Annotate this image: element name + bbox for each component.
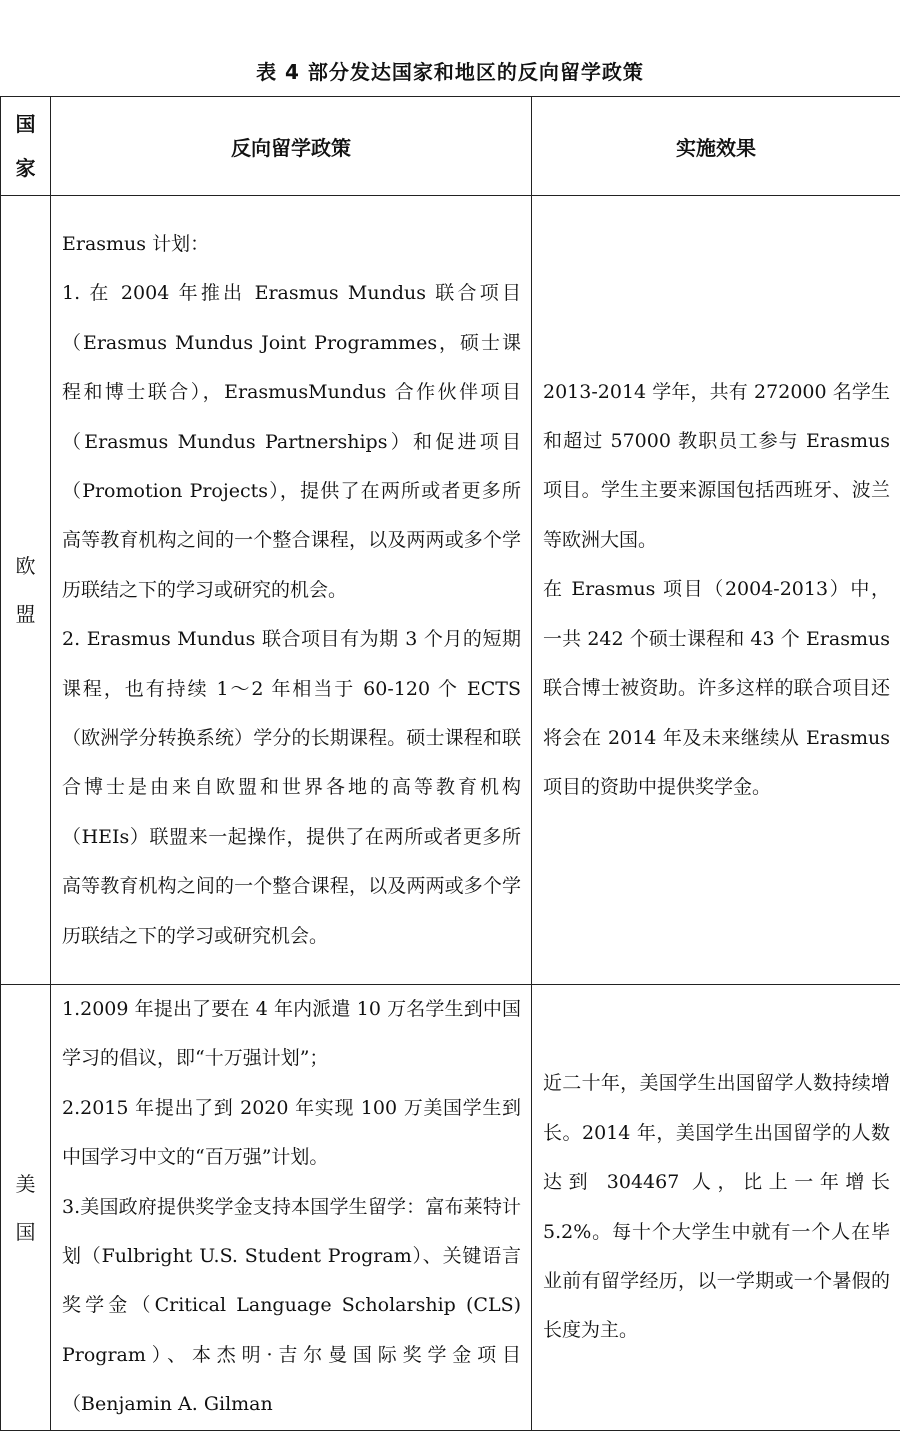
- country-cell: [1, 985, 51, 1431]
- table-row: [1, 985, 900, 1431]
- policy-paragraph: 3.美国政府提供奖学金支持本国学生留学：富布莱特计划（Fulbright U.S. Student Program）、关键语言奖学金（Critical Language Scholarship (CLS) Program）、本杰明·吉尔曼国际奖学金项目（Benjamin A. Gilman: [62, 1195, 521, 1416]
- policy-paragraph: 1. 在 2004 年推出 Erasmus Mundus 联合项目（Erasmus Mundus Joint Programmes，硕士课程和博士联合），ErasmusMundus 合作伙伴项目（Erasmus Mundus Partnerships）和促进项目（Promotion Projects），提供了在两所或者更多所高等教育机构之间的一个整合课程，以及两两或多个学历联结之下的学习或研究的机会。: [62, 282, 521, 601]
- policy-cell: [51, 196, 532, 985]
- effect-cell: [532, 985, 900, 1431]
- header-policy: 反向留学政策: [51, 97, 532, 196]
- country-cell: [1, 196, 51, 985]
- effect-paragraph: 2013-2014 学年，共有 272000 名学生和超过 57000 教职员工参与 Erasmus 项目。学生主要来源国包括西班牙、波兰等欧洲大国。: [543, 380, 890, 551]
- effect-paragraph: 近二十年，美国学生出国留学人数持续增长。2014 年，美国学生出国留学的人数达到 304467 人，比上一年增长 5.2%。每十个大学生中就有一个人在毕业前有留学经历，以一学期或一个暑假的长度为主。: [543, 1072, 890, 1342]
- country-label: 美国: [15, 1171, 36, 1244]
- table-header-row: [1, 97, 900, 196]
- policy-paragraph: Erasmus 计划：: [62, 232, 210, 255]
- policy-paragraph: 2.2015 年提出了到 2020 年实现 100 万美国学生到中国学习中文的“百万强”计划。: [62, 1096, 521, 1169]
- header-country: [1, 97, 51, 196]
- country-label: 欧盟: [15, 554, 36, 626]
- table-title: 表 4 部分发达国家和地区的反向留学政策: [256, 60, 644, 84]
- policy-paragraph: 2. Erasmus Mundus 联合项目有为期 3 个月的短期课程，也有持续 1～2 年相当于 60-120 个 ECTS（欧洲学分转换系统）学分的长期课程。硕士课程和联合博士是由来自欧盟和世界各地的高等教育机构（HEIs）联盟来一起操作，提供了在两所或者更多所高等教育机构之间的一个整合课程，以及两两或多个学历联结之下的学习或研究机会。: [62, 628, 521, 947]
- header-effect: 实施效果: [532, 97, 900, 196]
- policy-table: [0, 96, 900, 1431]
- policy-paragraph: 1.2009 年提出了要在 4 年内派遣 10 万名学生到中国学习的倡议，即“十万强计划”；: [62, 998, 521, 1070]
- table-row: [1, 196, 900, 985]
- policy-cell: [51, 985, 532, 1431]
- effect-cell: [532, 196, 900, 985]
- effect-paragraph: 在 Erasmus 项目（2004-2013）中，一共 242 个硕士课程和 43 个 Erasmus 联合博士被资助。许多这样的联合项目还将会在 2014 年及未来继续从 Erasmus 项目的资助中提供奖学金。: [543, 578, 890, 798]
- header-country-label: 国家: [15, 112, 36, 180]
